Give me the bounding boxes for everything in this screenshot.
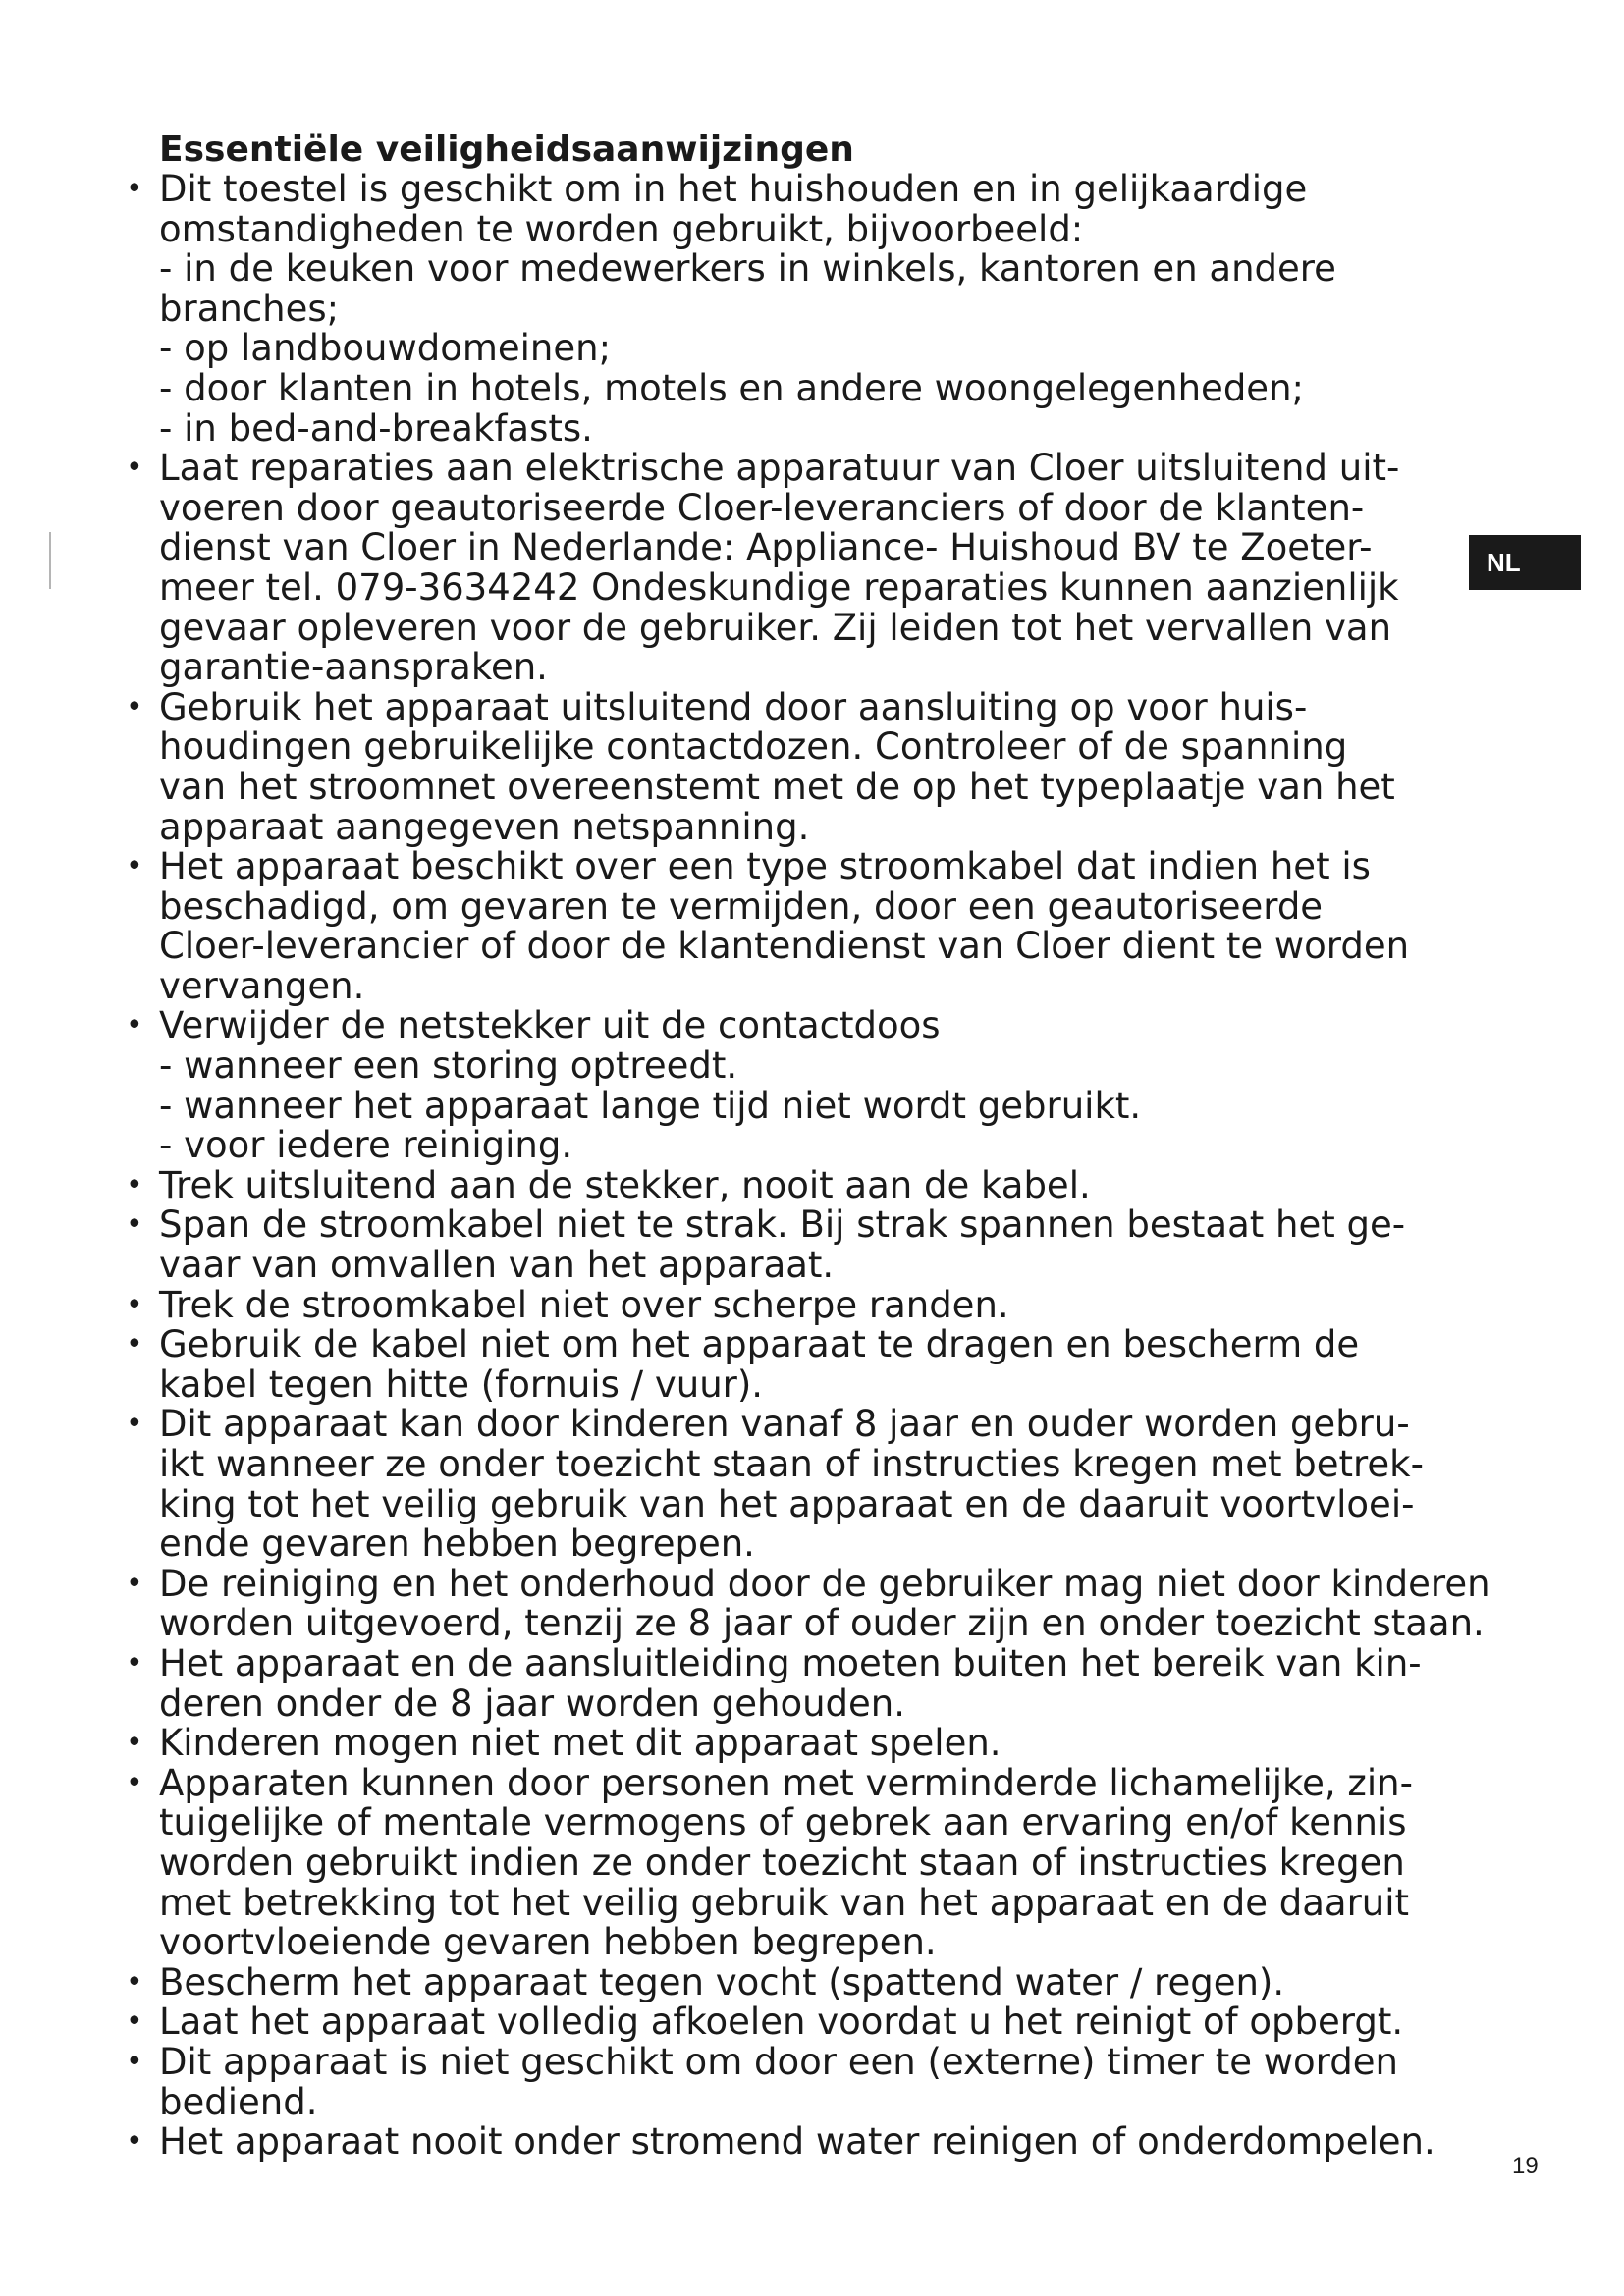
list-item <box>126 1761 1573 1964</box>
text-line: kabel tegen hitte (fornuis / vuur). <box>159 1362 764 1406</box>
text-line: bediend. <box>159 2080 318 2123</box>
text-line: met betrekking tot het veilig gebruik van het apparaat en de daaruit <box>159 1881 1410 1924</box>
bullet-icon: • <box>126 1167 143 1202</box>
margin-rule <box>49 532 51 589</box>
text-line: worden uitgevoerd, tenzij ze 8 jaar of ouder zijn en onder toezicht staan. <box>159 1602 1485 1645</box>
text-line: De reiniging en het onderhoud door de gebruiker mag niet door kinderen <box>159 1562 1490 1605</box>
text-line: meer tel. 079-3634242 Ondeskundige reparaties kunnen aanzienlijk <box>159 565 1399 609</box>
text-line: Trek uitsluitend aan de stekker, nooit aan de kabel. <box>159 1163 1091 1206</box>
list-item <box>126 1641 1573 1725</box>
text-line: - door klanten in hotels, motels en andere woongelegenheden; <box>159 366 1304 409</box>
text-line: Gebruik de kabel niet om het apparaat te dragen en bescherm de <box>159 1323 1360 1366</box>
list-item <box>126 1722 1573 1765</box>
bullet-icon: • <box>126 1566 143 1601</box>
text-line: apparaat aangegeven netspanning. <box>159 805 810 848</box>
safety-instructions <box>126 130 1573 2163</box>
list-item <box>126 2120 1573 2163</box>
text-line: vervangen. <box>159 964 365 1007</box>
text-line: Het apparaat en de aansluitleiding moeten buiten het bereik van kin- <box>159 1641 1422 1684</box>
text-line: branches; <box>159 287 340 330</box>
bullet-icon: • <box>126 1327 143 1362</box>
list-item <box>126 1562 1573 1645</box>
list-item <box>126 1203 1573 1287</box>
list-item <box>126 1283 1573 1326</box>
text-line: Gebruik het apparaat uitsluitend door aansluiting op voor huis- <box>159 685 1308 728</box>
text-line: tuigelijke of mentale vermogens of gebrek aan ervaring en/of kennis <box>159 1801 1407 1844</box>
text-line: king tot het veilig gebruik van het apparaat en de daaruit voortvloei- <box>159 1482 1415 1525</box>
list-item <box>126 1403 1573 1566</box>
bullet-icon: • <box>126 2004 143 2040</box>
bullet-icon: • <box>126 1287 143 1322</box>
text-line: Dit toestel is geschikt om in het huishouden en in gelijkaardige <box>159 168 1308 210</box>
bullet-icon: • <box>126 1008 143 1043</box>
list-item <box>126 2040 1573 2123</box>
text-line: Kinderen mogen niet met dit apparaat spelen. <box>159 1722 1001 1765</box>
instruction-list <box>126 168 1573 2163</box>
text-line: - voor iedere reiniging. <box>159 1124 573 1167</box>
bullet-icon: • <box>126 849 143 884</box>
text-line: beschadigd, om gevaren te vermijden, door een geautoriseerde <box>159 884 1324 928</box>
bullet-icon: • <box>126 1765 143 1800</box>
page-number: 19 <box>1512 2153 1539 2179</box>
text-line: Laat het apparaat volledig afkoelen voordat u het reinigt of opbergt. <box>159 2001 1404 2044</box>
list-item <box>126 2001 1573 2044</box>
section-heading: Essentiële veiligheidsaanwijzingen <box>159 130 854 170</box>
list-item <box>126 1323 1573 1406</box>
text-line: - in de keuken voor medewerkers in winkels, kantoren en andere <box>159 247 1336 291</box>
text-line: Dit apparaat is niet geschikt om door een (externe) timer te worden <box>159 2040 1398 2083</box>
text-line: voortvloeiende gevaren hebben begrepen. <box>159 1921 937 1964</box>
bullet-icon: • <box>126 451 143 486</box>
list-item <box>126 1163 1573 1206</box>
text-line: Het apparaat beschikt over een type stroomkabel dat indien het is <box>159 845 1371 888</box>
text-line: houdingen gebruikelijke contactdozen. Controleer of de spanning <box>159 725 1348 769</box>
text-line: voeren door geautoriseerde Cloer-leveranciers of door de klanten- <box>159 486 1365 529</box>
text-line: dienst van Cloer in Nederlande: Appliance- Huishoud BV te Zoeter- <box>159 526 1373 569</box>
language-tab: NL <box>1469 535 1581 590</box>
text-line: garantie-aanspraken. <box>159 646 548 689</box>
bullet-icon: • <box>126 689 143 724</box>
text-line: Verwijder de netstekker uit de contactdoos <box>159 1004 941 1047</box>
bullet-icon: • <box>126 1407 143 1442</box>
text-line: Dit apparaat kan door kinderen vanaf 8 jaar en ouder worden gebru- <box>159 1403 1410 1446</box>
text-line: vaar van omvallen van het apparaat. <box>159 1244 835 1287</box>
bullet-icon: • <box>126 1645 143 1681</box>
text-line: Bescherm het apparaat tegen vocht (spattend water / regen). <box>159 1960 1285 2003</box>
bullet-icon: • <box>126 2044 143 2079</box>
bullet-icon: • <box>126 1207 143 1243</box>
text-line: van het stroomnet overeenstemt met de op het typeplaatje van het <box>159 765 1395 808</box>
text-line: Apparaten kunnen door personen met verminderde lichamelijke, zin- <box>159 1761 1413 1804</box>
list-item <box>126 168 1573 450</box>
text-line: gevaar opleveren voor de gebruiker. Zij leiden tot het vervallen van <box>159 606 1392 649</box>
list-item <box>126 447 1573 689</box>
text-line: Trek de stroomkabel niet over scherpe randen. <box>159 1283 1009 1326</box>
text-line: omstandigheden te worden gebruikt, bijvoorbeeld: <box>159 207 1084 250</box>
bullet-icon: • <box>126 1964 143 2000</box>
text-line: Laat reparaties aan elektrische apparatuur van Cloer uitsluitend uit- <box>159 447 1400 490</box>
list-item <box>126 845 1573 1007</box>
bullet-icon: • <box>126 1726 143 1761</box>
text-line: Cloer-leverancier of door de klantendienst van Cloer dient te worden <box>159 925 1410 968</box>
text-line: - op landbouwdomeinen; <box>159 327 612 370</box>
list-item <box>126 685 1573 848</box>
text-line: ikt wanneer ze onder toezicht staan of instructies kregen met betrek- <box>159 1443 1424 1485</box>
text-line: - wanneer het apparaat lange tijd niet wordt gebruikt. <box>159 1084 1142 1127</box>
text-line: ende gevaren hebben begrepen. <box>159 1522 755 1566</box>
text-line: worden gebruikt indien ze onder toezicht staan of instructies kregen <box>159 1841 1405 1884</box>
list-item <box>126 1004 1573 1167</box>
text-line: Het apparaat nooit onder stromend water reinigen of onderdompelen. <box>159 2120 1435 2163</box>
text-line: deren onder de 8 jaar worden gehouden. <box>159 1682 906 1725</box>
text-line: - wanneer een storing optreedt. <box>159 1044 738 1088</box>
text-line: - in bed-and-breakfasts. <box>159 406 593 450</box>
text-line: Span de stroomkabel niet te strak. Bij strak spannen bestaat het ge- <box>159 1203 1406 1247</box>
bullet-icon: • <box>126 172 143 206</box>
bullet-icon: • <box>126 2124 143 2160</box>
list-item <box>126 1960 1573 2003</box>
